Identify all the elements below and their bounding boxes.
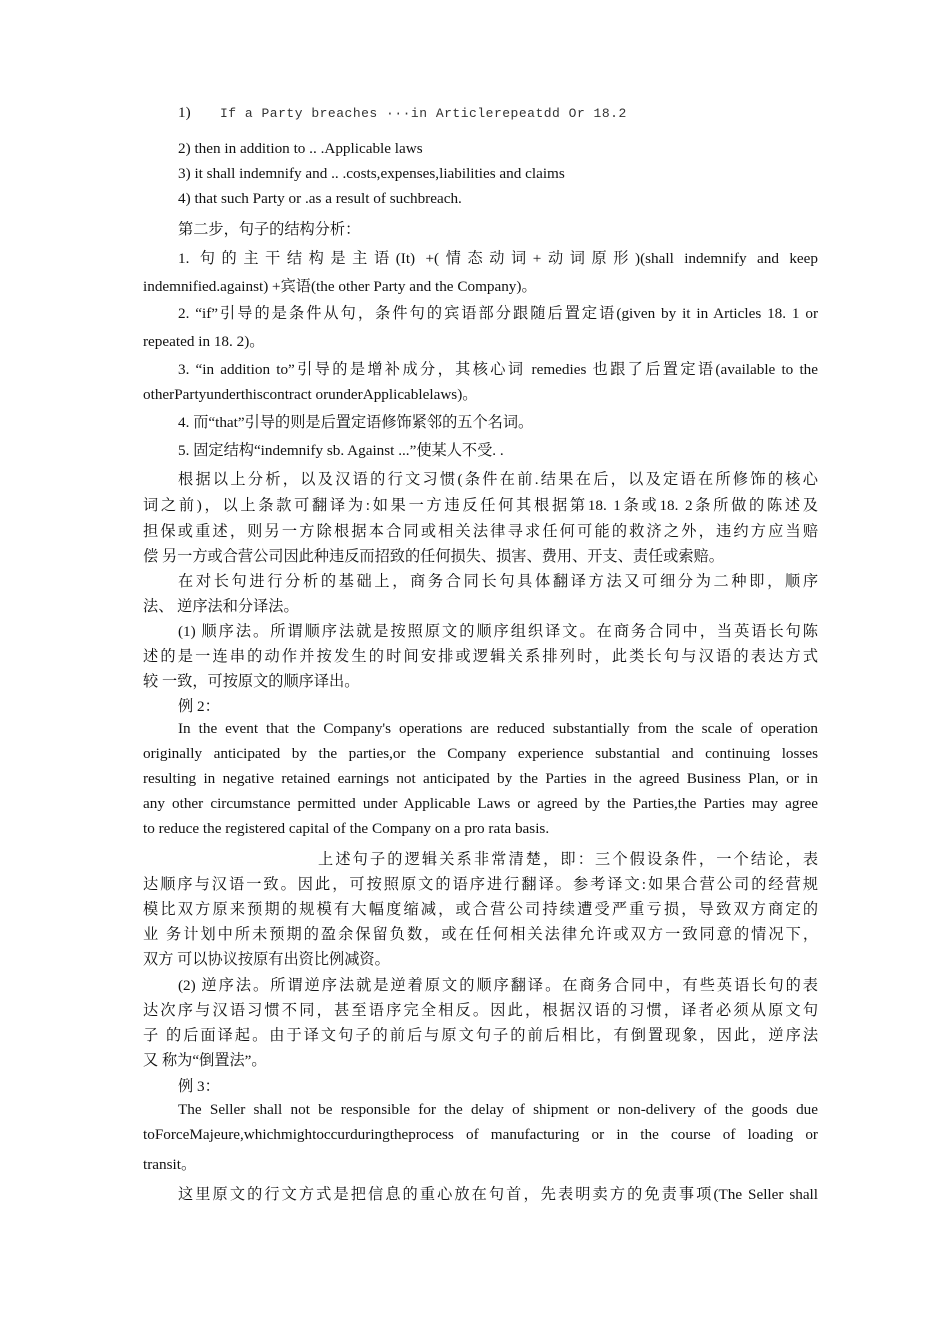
- example-3-line-2: toForceMajeure,whichmightoccurduringtheprocess of manufacturing or in the course of loading or: [143, 1126, 818, 1143]
- example-3-label: 例 3：: [178, 1078, 220, 1095]
- methods-line-2: 法、 逆序法和分译法。: [143, 598, 299, 615]
- method2-line-4: 又 称为“倒置法”。: [143, 1052, 267, 1069]
- step2-point-3-line-2: otherPartyunderthiscontract orunderApplicablelaws)。: [143, 386, 478, 403]
- step2-point-2-line-2: repeated in 18. 2)。: [143, 333, 265, 350]
- step2-heading: 第二步，句子的结构分析：: [178, 221, 361, 238]
- example-2-label: 例 2：: [178, 698, 220, 715]
- example-2-analysis-line-2: 达顺序与汉语一致。因此，可按照原文的语序进行翻译。参考译文:如果合营公司的经营规: [143, 876, 818, 893]
- analysis-line-1: 根据以上分析，以及汉语的行文习惯(条件在前.结果在后，以及定语在所修饰的核心: [178, 471, 818, 488]
- list-item-2: 2) then in addition to .. .Applicable laws: [178, 140, 423, 157]
- step2-point-5: 5. 固定结构“indemnify sb. Against ...”使某人不受. .: [178, 442, 504, 459]
- method2-line-1: (2) 逆序法。所谓逆序法就是逆着原文的顺序翻译。在商务合同中，有些英语长句的表: [178, 977, 818, 994]
- example-2-line-2: originally anticipated by the parties,or the Company experience substantial and continuing losses: [143, 745, 818, 762]
- final-paragraph-line-1: 这里原文的行文方式是把信息的重心放在句首，先表明卖方的免责事项(The Seller shall: [178, 1186, 818, 1203]
- example-2-analysis-line-4: 业 务计划中所未预期的盈余保留负数，或在任何相关法律允许或双方一致同意的情况下，: [143, 926, 818, 943]
- example-2-line-5: to reduce the registered capital of the Company on a pro rata basis.: [143, 820, 550, 837]
- method1-line-2: 述的是一连串的动作并按发生的时间安排或逻辑关系排列时，此类长句与汉语的表达方式: [143, 648, 818, 665]
- step2-point-3-line-1: 3. “in addition to”引导的是增补成分，其核心词 remedies 也跟了后置定语(available to the: [178, 361, 818, 378]
- method2-line-3: 子 的后面译起。由于译文句子的前后与原文句子的前后相比，有倒置现象，因此，逆序法: [143, 1027, 818, 1044]
- analysis-line-4: 偿 另一方或合营公司因此种违反而招致的任何损失、损害、费用、开支、责任或索赔。: [143, 548, 724, 565]
- list-item-1-number: 1): [178, 104, 191, 121]
- method1-line-3: 较 一致，可按原文的顺序译出。: [143, 673, 360, 690]
- example-3-line-1: The Seller shall not be responsible for the delay of shipment or non-delivery of the goods due: [178, 1101, 818, 1118]
- method1-line-1: (1) 顺序法。所谓顺序法就是按照原文的顺序组织译文。在商务合同中，当英语长句陈: [178, 623, 818, 640]
- step2-point-2-line-1: 2. “if”引导的是条件从句，条件句的宾语部分跟随后置定语(given by it in Articles 18. 1 or: [178, 305, 818, 322]
- methods-line-1: 在对长句进行分析的基础上，商务合同长句具体翻译方法又可细分为二种即，顺序: [178, 573, 818, 590]
- analysis-line-2: 词之前)，以上条款可翻译为:如果一方违反任何其根据第18. 1条或18. 2条所做的陈述及: [143, 497, 818, 514]
- analysis-line-3: 担保或重述，则另一方除根据本合同或相关法律寻求任何可能的救济之外，违约方应当赔: [143, 523, 818, 540]
- step2-point-1-line-1: 1. 句的主干结构是主语(It) +(情态动词+动词原形)(shall indemnify and keep: [178, 250, 818, 267]
- example-2-analysis-line-3: 模比双方原来预期的规模有大幅度缩减，或合营公司持续遭受严重亏损，导致双方商定的: [143, 901, 818, 918]
- list-item-4: 4) that such Party or .as a result of suchbreach.: [178, 190, 462, 207]
- list-item-3: 3) it shall indemnify and .. .costs,expenses,liabilities and claims: [178, 165, 565, 182]
- step2-point-4: 4. 而“that”引导的则是后置定语修饰紧邻的五个名词。: [178, 414, 534, 431]
- list-item-1-text: If a Party breaches ···in Articlerepeatdd Or 18.2: [220, 106, 627, 121]
- example-2-analysis-line-1: 上述句子的逻辑关系非常清楚，即：三个假设条件，一个结论，表: [318, 851, 818, 868]
- example-2-line-4: any other circumstance permitted under Applicable Laws or agreed by the Parties,the Parties may agree: [143, 795, 818, 812]
- example-3-line-3: transit。: [143, 1156, 197, 1173]
- example-2-line-3: resulting in negative retained earnings not anticipated by the Parties in the agreed Business Plan, or in: [143, 770, 818, 787]
- example-2-line-1: In the event that the Company's operations are reduced substantially from the scale of operation: [178, 720, 818, 737]
- method2-line-2: 达次序与汉语习惯不同，甚至语序完全相反。因此，根据汉语的习惯，译者必须从原文句: [143, 1002, 818, 1019]
- example-2-analysis-line-5: 双方 可以协议按原有出资比例减资。: [143, 951, 390, 968]
- list-item-1: [178, 104, 818, 122]
- step2-point-1-line-2: indemnified.against) +宾语(the other Party and the Company)。: [143, 278, 537, 295]
